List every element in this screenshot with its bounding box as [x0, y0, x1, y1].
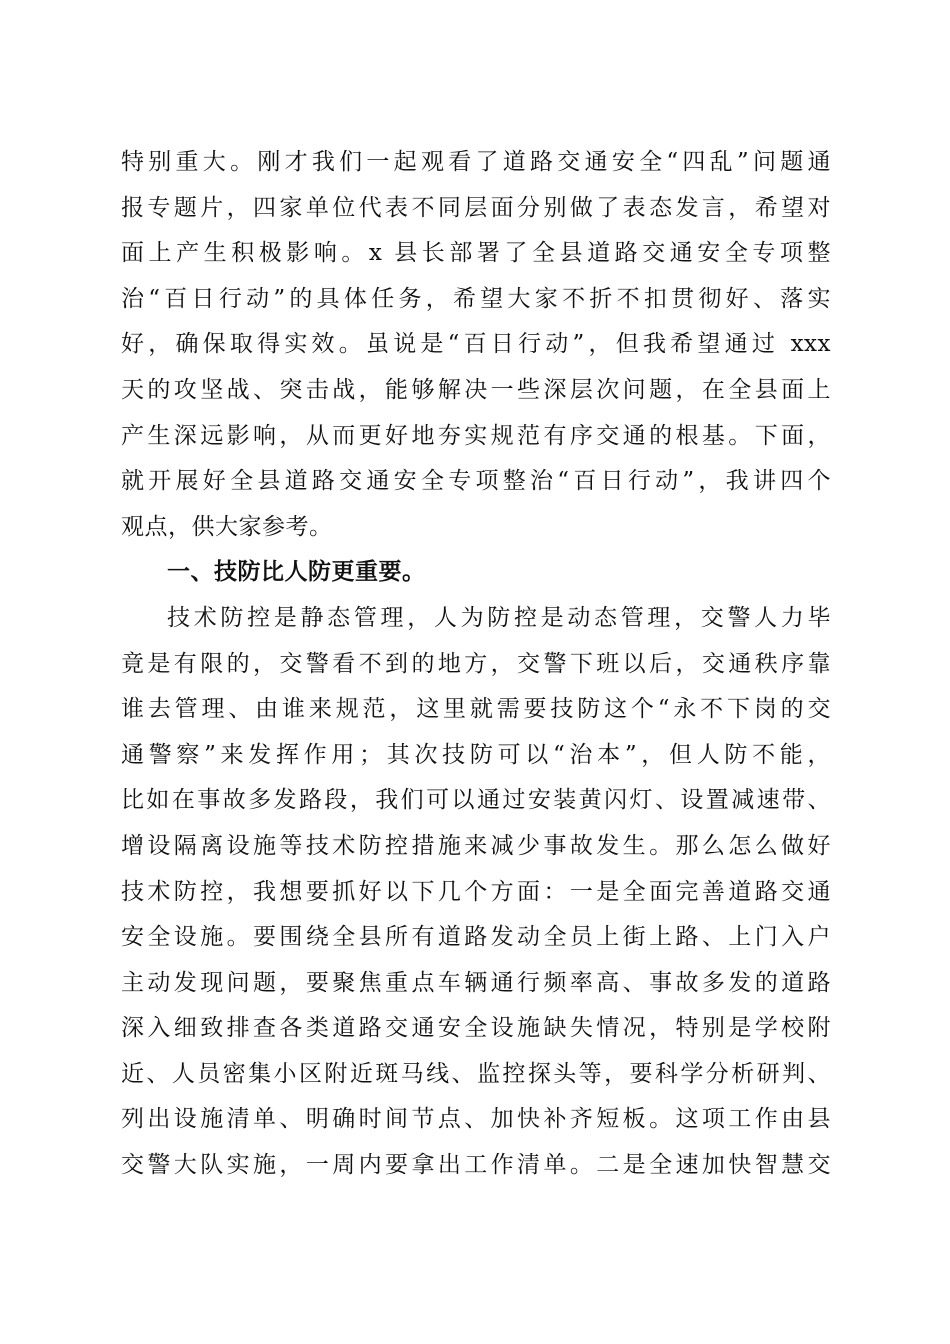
paragraph-line: 交警大队实施，一周内要拿出工作清单。二是全速加快智慧交: [121, 1152, 831, 1179]
paragraph-line: 安全设施。要围绕全县所有道路发动全员上街上路、上门入户: [121, 924, 831, 951]
paragraph-line: 就开展好全县道路交通安全专项整治“百日行动”，我讲四个: [121, 468, 831, 495]
paragraph-line: 通警察”来发挥作用；其次技防可以“治本”，但人防不能，: [121, 741, 831, 768]
paragraph-line: 竟是有限的，交警看不到的地方，交警下班以后，交通秩序靠: [121, 650, 831, 677]
paragraph-line: 产生深远影响，从而更好地夯实规范有序交通的根基。下面，: [121, 422, 831, 449]
paragraph-line: 观点，供大家参考。: [121, 513, 333, 540]
section-heading: 一、技防比人防更重要。: [167, 559, 426, 586]
document-body: [121, 140, 831, 1189]
paragraph-line: 谁去管理、由谁来规范，这里就需要技防这个“永不下岗的交: [121, 696, 831, 723]
paragraph-line: 技术防控，我想要抓好以下几个方面：一是全面完善道路交通: [121, 878, 831, 905]
paragraph-line: 面上产生积极影响。x 县长部署了全县道路交通安全专项整: [121, 240, 831, 267]
paragraph-line: 近、人员密集小区附近斑马线、监控探头等，要科学分析研判、: [121, 1060, 831, 1087]
paragraph-line: 好，确保取得实效。虽说是“百日行动”，但我希望通过 xxx: [121, 331, 831, 358]
paragraph-line: 主动发现问题，要聚焦重点车辆通行频率高、事故多发的道路: [121, 969, 831, 996]
paragraph-continued: [121, 140, 831, 550]
paragraph-line: 深入细致排查各类道路交通安全设施缺失情况，特别是学校附: [121, 1015, 831, 1042]
paragraph-line: 比如在事故多发路段，我们可以通过安装黄闪灯、设置减速带、: [121, 787, 831, 814]
paragraph-line: 治“百日行动”的具体任务，希望大家不折不扣贯彻好、落实: [121, 285, 831, 312]
paragraph-line: 特别重大。刚才我们一起观看了道路交通安全“四乱”问题通: [121, 149, 831, 175]
paragraph-line: 报专题片，四家单位代表不同层面分别做了表态发言，希望对: [121, 194, 831, 221]
paragraph-line: 列出设施清单、明确时间节点、加快补齐短板。这项工作由县: [121, 1106, 831, 1133]
paragraph-line: 技术防控是静态管理，人为防控是动态管理，交警人力毕: [167, 604, 831, 631]
paragraph-tech-prevention: [121, 596, 831, 1189]
paragraph-line: 天的攻坚战、突击战，能够解决一些深层次问题，在全县面上: [121, 376, 831, 403]
paragraph-line: 增设隔离设施等技术防控措施来减少事故发生。那么怎么做好: [121, 832, 831, 859]
